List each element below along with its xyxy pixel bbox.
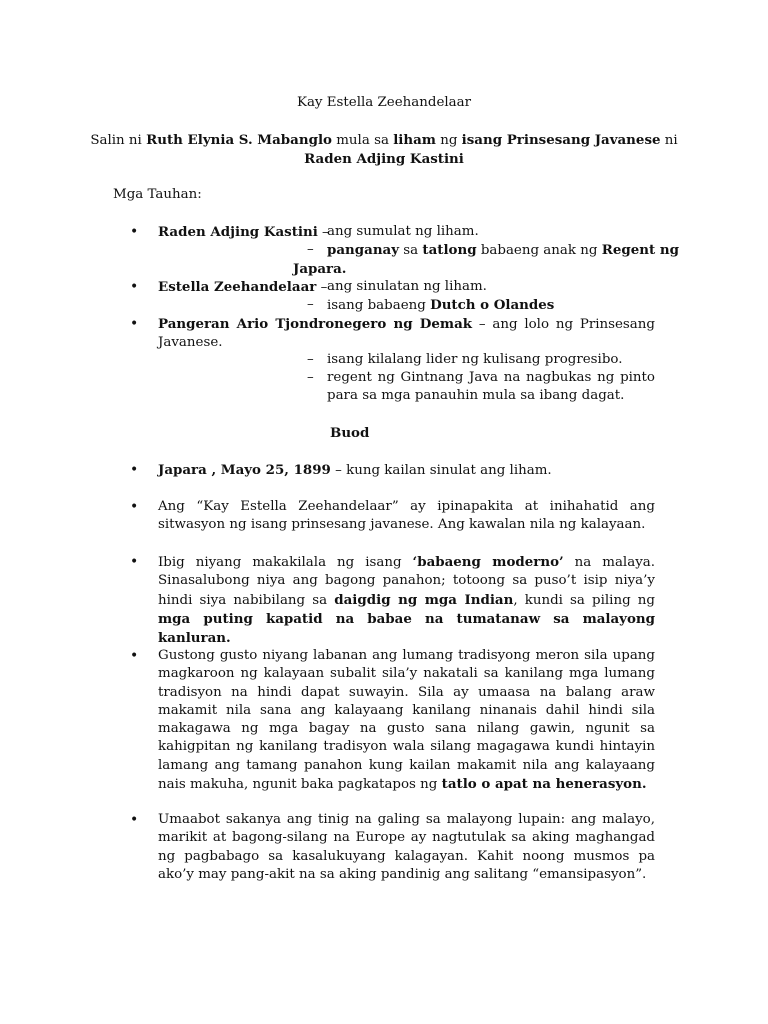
translator-name: Ruth Elynia S. Mabanglo bbox=[146, 132, 332, 148]
character-1-name: Raden Adjing Kastini bbox=[158, 224, 318, 240]
buod-date: Japara , Mayo 25, 1899 bbox=[158, 462, 331, 478]
subtitle-liham: liham bbox=[393, 132, 436, 148]
bullet-icon: • bbox=[130, 279, 139, 295]
c1-bold-panganay: panganay bbox=[327, 242, 400, 258]
character-2-name-line bbox=[158, 278, 327, 297]
buod-item-1 bbox=[158, 461, 552, 480]
buod-item-5: Umaabot sakanya ang tinig na galing sa malayong lupain: ang malayo, marikit at bagong-silang na Europe ay nagtutulak sa aking maghangad ng pagbabago sa kasalukuyang kalagayan. Kahit noong musmos pa ako’y may pang-akit na sa aking pandinig ang salitang “emansipasyon”. bbox=[158, 812, 655, 882]
character-1-sep: – bbox=[317, 225, 329, 240]
bullet-icon: • bbox=[130, 812, 139, 828]
bullet-icon: • bbox=[130, 554, 139, 570]
character-1-desc-1: ang sumulat ng liham. bbox=[327, 224, 479, 239]
character-3-text: – ang lolo ng Prinsesang Javanese. bbox=[158, 317, 655, 351]
dash-icon: – bbox=[307, 242, 314, 257]
character-3-line bbox=[158, 315, 655, 353]
bullet-icon: • bbox=[130, 462, 139, 478]
author-name: Raden Adjing Kastini bbox=[304, 151, 464, 167]
c2-text: isang babaeng bbox=[327, 298, 431, 313]
b3-text-1: Ibig niyang makakilala ng isang bbox=[158, 555, 413, 570]
subtitle-author bbox=[0, 150, 768, 169]
c1-bold-japara: Japara. bbox=[293, 261, 347, 277]
b3-bold-daigdig: daigdig ng mga Indian bbox=[334, 591, 514, 608]
b3-text-3: , kundi sa piling ng bbox=[513, 592, 655, 608]
b3-bold-moderno: ‘babaeng moderno’ bbox=[412, 554, 564, 570]
character-3-desc-1: isang kilalang lider ng kulisang progresibo. bbox=[327, 352, 623, 367]
character-3-desc-2: regent ng Gintnang Java na nagbukas ng pinto para sa mga panauhin mula sa ibang dagat. bbox=[327, 370, 655, 404]
subtitle-pre: Salin ni bbox=[90, 133, 147, 148]
buod-item-4 bbox=[158, 647, 655, 794]
buod-heading bbox=[330, 424, 369, 443]
bullet-icon: • bbox=[130, 499, 139, 515]
b4-text: Gustong gusto niyang labanan ang lumang tradisyong meron sila upang magkaroon ng kalayaan subalit sila’y nakatali sa kanilang mga lumang tradisyon na hindi dapat suwayin. Sila ay umaasa na balang araw makamit nila sana ang kalayaang kanilang ninanais dahil hindi sila makagawa ng mga bagay na gusto sana nilang gawin, ngunit sa kahigpitan ng kanilang tradisyon wala silang magagawa kundi hintayin lamang ang tamang panahon kung kailan makamit nila ang kalayaang nais makuha, ngunit baka pagkatapos ng bbox=[158, 648, 655, 793]
character-3-name: Pangeran Ario Tjondronegero ng Demak bbox=[158, 316, 473, 332]
b3-text-2: na malaya. Sinasalubong niya ang bagong panahon; totoong sa puso’t isip niya’y hindi siya nabibilang sa bbox=[158, 555, 656, 608]
bullet-icon: • bbox=[130, 224, 139, 240]
buod-item-3 bbox=[158, 553, 655, 648]
character-1-desc-2-cont bbox=[293, 260, 346, 279]
dash-icon: – bbox=[307, 352, 314, 367]
character-2-sep: – bbox=[316, 280, 328, 295]
bullet-icon: • bbox=[130, 316, 139, 332]
buod-item-2: Ang “Kay Estella Zeehandelaar” ay ipinapakita at inihahatid ang sitwasyon ng isang prinsesang javanese. Ang kawalan nila ng kalayaan. bbox=[158, 499, 655, 533]
c1-bold-tatlong: tatlong bbox=[422, 242, 477, 258]
document-title: Kay Estella Zeehandelaar bbox=[296, 95, 472, 110]
character-2-desc-2 bbox=[327, 296, 554, 315]
subtitle-line-1 bbox=[0, 131, 768, 150]
subtitle-ng: ng bbox=[435, 133, 462, 148]
c1-text-1: sa bbox=[399, 243, 423, 258]
c2-bold-dutch: Dutch o Olandes bbox=[430, 297, 555, 313]
b4-bold-henerasyon: tatlo o apat na henerasyon. bbox=[441, 776, 647, 793]
character-1-desc-2 bbox=[327, 241, 679, 260]
bullet-icon: • bbox=[130, 648, 139, 664]
characters-heading: Mga Tauhan: bbox=[113, 187, 202, 202]
character-2-name: Estella Zeehandelaar bbox=[158, 279, 317, 295]
buod-item-1-text: – kung kailan sinulat ang liham. bbox=[330, 463, 552, 478]
subtitle-ni: ni bbox=[660, 133, 678, 148]
buod-heading-text: Buod bbox=[330, 425, 370, 441]
c1-text-2: babaeng anak ng bbox=[476, 243, 602, 258]
b3-bold-kapatid: mga puting kapatid na babae na tumatanaw sa malayong kanluran. bbox=[158, 610, 655, 647]
dash-icon: – bbox=[307, 297, 314, 312]
character-2-desc-1: ang sinulatan ng liham. bbox=[327, 279, 487, 294]
subtitle-princess: isang Prinsesang Javanese bbox=[461, 132, 661, 148]
subtitle-mid: mula sa bbox=[331, 133, 394, 148]
character-1-name-line bbox=[158, 223, 329, 242]
dash-icon: – bbox=[307, 370, 314, 385]
c1-bold-regent: Regent ng bbox=[601, 242, 679, 258]
